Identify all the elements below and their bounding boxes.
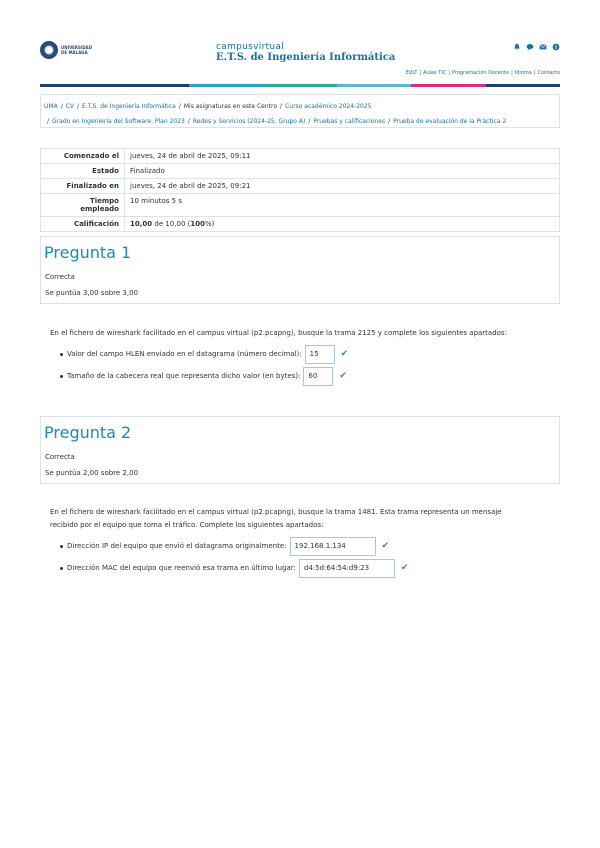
answer-input[interactable]: 60 <box>303 367 333 386</box>
top-links: EVLT | Aulas TIC | Programación Docente | Idioma | Contacto <box>405 70 560 76</box>
color-bar-segment <box>189 84 263 87</box>
link-aulas-tic[interactable]: Aulas TIC <box>423 70 447 76</box>
time-label-1: Tiempo <box>89 197 119 205</box>
header-icons <box>513 43 560 51</box>
color-bar-segment <box>263 84 337 87</box>
grade-end: %) <box>204 220 215 228</box>
chat-icon[interactable] <box>526 43 534 51</box>
link-contacto[interactable]: Contacto <box>537 70 560 76</box>
logo-text: UNIVERSIDAD DE MÁLAGA <box>61 45 93 55</box>
answer-input[interactable]: 15 <box>305 345 335 364</box>
breadcrumb-tests[interactable]: Pruebas y calificaciones <box>313 118 386 125</box>
summary-key: Finalizado en <box>41 179 125 194</box>
summary-value: Finalizado <box>125 164 560 179</box>
question-1-text: En el fichero de wireshark facilitado en el campus virtual (p2.pcapng), busque la trama 2125 y complete los siguientes apartados: <box>50 329 507 337</box>
answer-item <box>60 365 348 387</box>
color-bar-segment <box>337 84 411 87</box>
grade-mid: de 10,00 ( <box>152 220 191 228</box>
breadcrumb-academic-year[interactable]: Curso académico 2024-2025 <box>285 103 372 110</box>
bullet <box>60 375 63 378</box>
summary-row-started <box>41 149 560 164</box>
answer-item <box>60 535 408 557</box>
question-text-line: recibido por el equipo que toma el tráfico. Complete los siguientes apartados: <box>50 521 324 529</box>
grade-percent: 100 <box>190 220 205 228</box>
breadcrumb-degree[interactable]: Grado en Ingeniería del Software. Plan 2023 <box>52 118 185 125</box>
bullet <box>60 545 63 548</box>
bullet <box>60 567 63 570</box>
grade-score: 10,00 <box>130 220 153 228</box>
answer-item <box>60 343 348 365</box>
summary-row-grade <box>41 217 560 232</box>
bell-icon[interactable] <box>513 43 521 51</box>
mail-icon[interactable] <box>539 43 547 51</box>
question-title: Pregunta 1 <box>44 243 132 262</box>
breadcrumb-etsi[interactable]: E.T.S. de Ingeniería Informática <box>82 103 176 110</box>
question-grade: Se puntúa 3,00 sobre 3,00 <box>45 289 139 297</box>
summary-value: jueves, 24 de abril de 2025, 09:11 <box>125 149 560 164</box>
bullet <box>60 353 63 356</box>
question-2-info <box>40 416 560 484</box>
color-bar-segment <box>40 84 114 87</box>
breadcrumb: UMA / CV / E.T.S. de Ingeniería Informática / Mis asignaturas en este Centro / Curso académico 2024-2025 / Grado en Ingeniería del Software. Plan 2023 / Redes y Servicios (2024-25, Grupo A) / Pruebas y calificaciones / Prueba de evaluación de la Práctica 2 <box>40 94 560 128</box>
summary-value: jueves, 24 de abril de 2025, 09:21 <box>125 179 560 194</box>
campus-label: campusvirtual <box>216 42 285 52</box>
site-title[interactable] <box>216 42 395 63</box>
summary-row-state <box>41 164 560 179</box>
time-label-2: empleado <box>80 205 119 213</box>
check-icon: ✔ <box>339 371 347 381</box>
question-2-text <box>50 506 530 532</box>
answer-label: Valor del campo HLEN enviado en el datagrama (número decimal): <box>67 350 302 358</box>
breadcrumb-my-subjects: Mis asignaturas en este Centro <box>183 103 278 110</box>
question-text-line: En el fichero de wireshark facilitado en el campus virtual (p2.pcapng), busque la trama 1481. Esta trama representa un mensaje <box>50 508 502 516</box>
answer-input[interactable]: d4:5d:64:54:d9:23 <box>299 559 395 578</box>
breadcrumb-course[interactable]: Redes y Servicios (2024-25, Grupo A) <box>192 118 306 125</box>
answer-label: Dirección MAC del equipo que reenvió esa trama en último lugar: <box>67 564 296 572</box>
summary-key: Calificación <box>41 217 125 232</box>
summary-value <box>125 217 560 232</box>
question-title: Pregunta 2 <box>44 423 132 442</box>
summary-key: Estado <box>41 164 125 179</box>
link-evlt[interactable]: EVLT <box>405 70 418 76</box>
color-bar-segment <box>114 84 188 87</box>
question-state: Correcta <box>45 453 75 461</box>
link-programacion[interactable]: Programación Docente <box>452 70 510 76</box>
color-bar-segment <box>486 84 560 87</box>
summary-key: Comenzado el <box>41 149 125 164</box>
check-icon: ✔ <box>400 563 409 573</box>
summary-row-time <box>41 194 560 217</box>
check-icon: ✔ <box>381 541 390 551</box>
color-bar <box>40 84 560 87</box>
summary-value: 10 minutos 5 s <box>125 194 560 217</box>
answer-input[interactable]: 192.168.1.134 <box>290 537 376 556</box>
university-seal-icon <box>40 41 58 59</box>
breadcrumb-quiz[interactable]: Prueba de evaluación de la Práctica 2 <box>393 118 507 125</box>
breadcrumb-cv[interactable]: CV <box>65 103 75 110</box>
info-icon[interactable] <box>552 43 560 51</box>
answer-item <box>60 557 408 579</box>
color-bar-segment <box>411 84 485 87</box>
breadcrumb-uma[interactable]: UMA <box>44 103 58 110</box>
attempt-summary-table <box>40 148 560 232</box>
answer-label: Tamaño de la cabecera real que representa dicho valor (en bytes): <box>67 372 301 380</box>
check-icon: ✔ <box>340 349 349 359</box>
question-grade: Se puntúa 2,00 sobre 2,00 <box>45 469 139 477</box>
question-2-answers <box>60 535 408 579</box>
link-idioma[interactable]: Idioma <box>514 70 532 76</box>
question-1-info <box>40 236 560 304</box>
university-logo[interactable] <box>40 41 91 59</box>
question-state: Correcta <box>45 273 75 281</box>
question-1-answers <box>60 343 348 387</box>
summary-key <box>41 194 125 217</box>
summary-row-finished <box>41 179 560 194</box>
answer-label: Dirección IP del equipo que envió el datagrama originalmente: <box>67 542 287 550</box>
page-header <box>0 0 600 90</box>
school-name: E.T.S. de Ingeniería Informática <box>216 52 396 63</box>
